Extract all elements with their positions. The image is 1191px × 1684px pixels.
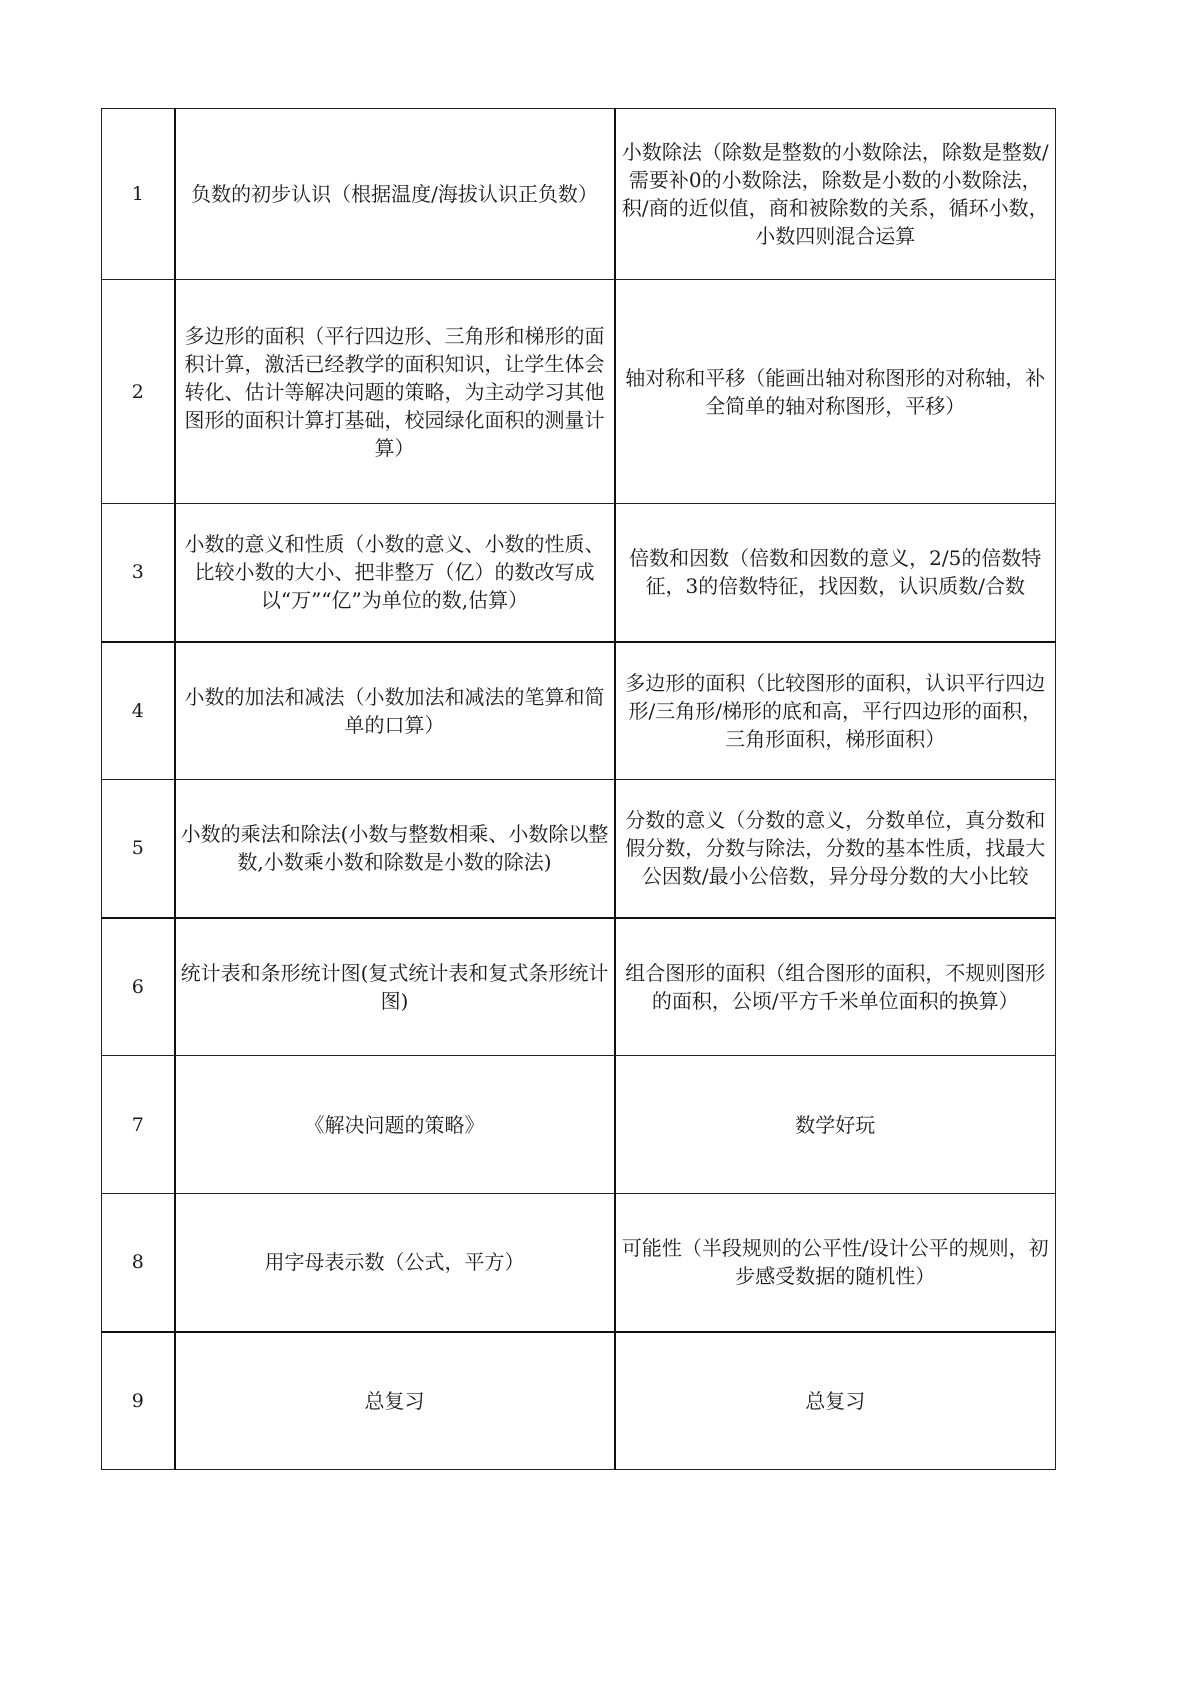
table-row [102,504,1056,642]
column-b-cell: 倍数和因数（倍数和因数的意义，2/5的倍数特征，3的倍数特征，找因数，认识质数/合数 [615,504,1056,642]
column-b-cell: 数学好玩 [615,1056,1056,1194]
column-b-cell: 小数除法（除数是整数的小数除法，除数是整数/需要补0的小数除法，除数是小数的小数除法，积/商的近似值，商和被除数的关系，循环小数，小数四则混合运算 [615,109,1056,280]
column-a-cell: 多边形的面积（平行四边形、三角形和梯形的面积计算，激活已经教学的面积知识，让学生体会转化、估计等解决问题的策略，为主动学习其他图形的面积计算打基础，校园绿化面积的测量计算） [175,280,615,504]
table-row [102,780,1056,918]
syllabus-table [101,108,1056,1470]
column-a-cell: 用字母表示数（公式，平方） [175,1194,615,1332]
column-a-cell: 小数的意义和性质（小数的意义、小数的性质、比较小数的大小、把非整万（亿）的数改写成以“万”“亿”为单位的数,估算） [175,504,615,642]
row-number: 8 [102,1194,175,1332]
column-a-cell: 总复习 [175,1332,615,1470]
row-number: 5 [102,780,175,918]
column-b-cell: 多边形的面积（比较图形的面积，认识平行四边形/三角形/梯形的底和高，平行四边形的面积，三角形面积，梯形面积） [615,642,1056,780]
column-a-cell: 负数的初步认识（根据温度/海拔认识正负数） [175,109,615,280]
column-b-cell: 分数的意义（分数的意义，分数单位，真分数和假分数，分数与除法，分数的基本性质，找最大公因数/最小公倍数，异分母分数的大小比较 [615,780,1056,918]
row-number: 6 [102,918,175,1056]
column-b-cell: 总复习 [615,1332,1056,1470]
column-b-cell: 可能性（半段规则的公平性/设计公平的规则，初步感受数据的随机性） [615,1194,1056,1332]
row-number: 2 [102,280,175,504]
row-number: 9 [102,1332,175,1470]
column-a-cell: 统计表和条形统计图(复式统计表和复式条形统计图) [175,918,615,1056]
row-number: 3 [102,504,175,642]
row-number: 1 [102,109,175,280]
table-row [102,1194,1056,1332]
table-row [102,1056,1056,1194]
column-a-cell: 小数的乘法和除法(小数与整数相乘、小数除以整数,小数乘小数和除数是小数的除法) [175,780,615,918]
column-a-cell: 小数的加法和减法（小数加法和减法的笔算和简单的口算） [175,642,615,780]
row-number: 7 [102,1056,175,1194]
row-number: 4 [102,642,175,780]
column-b-cell: 轴对称和平移（能画出轴对称图形的对称轴，补全简单的轴对称图形，平移） [615,280,1056,504]
table-row [102,280,1056,504]
column-b-cell: 组合图形的面积（组合图形的面积，不规则图形的面积，公顷/平方千米单位面积的换算） [615,918,1056,1056]
table-row [102,918,1056,1056]
column-a-cell: 《解决问题的策略》 [175,1056,615,1194]
table-row [102,642,1056,780]
table-row [102,109,1056,280]
table-row [102,1332,1056,1470]
